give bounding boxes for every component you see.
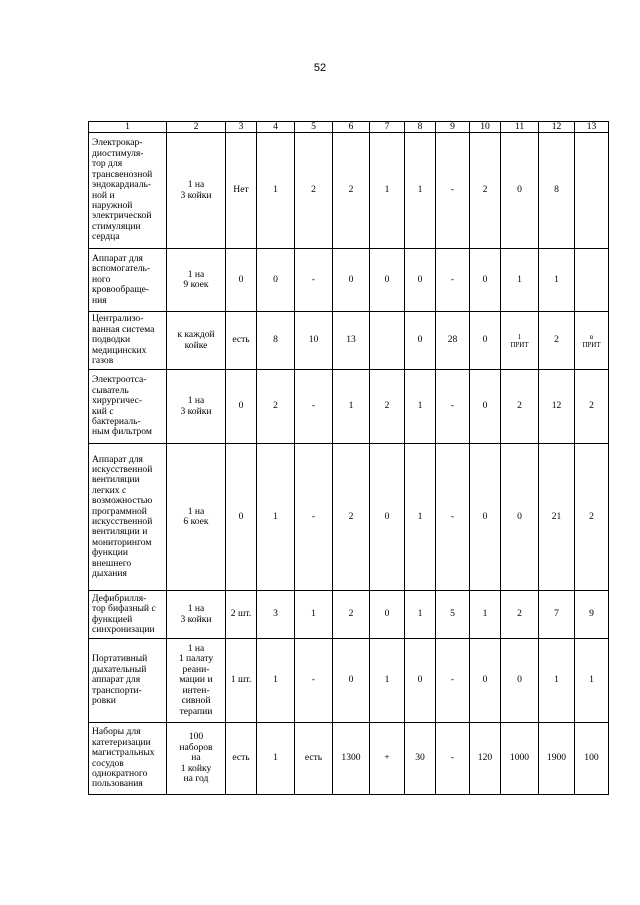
table-cell: есть [295, 723, 333, 795]
table-cell: 1 [370, 133, 405, 249]
table-cell: 2 [295, 133, 333, 249]
table-cell: - [295, 639, 333, 723]
table-cell: 1300 [333, 723, 370, 795]
header-cell: 7 [370, 122, 405, 133]
table-row [89, 591, 609, 639]
table-cell: 2 шт. [226, 591, 257, 639]
table-cell: 1000 [501, 723, 539, 795]
table-cell: 1 [295, 591, 333, 639]
header-cell: 4 [257, 122, 295, 133]
table-cell: 3 [257, 591, 295, 639]
table-cell: 1 ПРИТ [501, 312, 539, 370]
table-cell: 2 [257, 370, 295, 444]
table-cell: 0 [257, 249, 295, 312]
equipment-name: Электрокар- диостимуля- тор для трансвенозной эндокардиаль- ной и наружной электрической стимуляции сердца [89, 133, 167, 249]
table-row [89, 723, 609, 795]
table-cell: 1 [333, 370, 370, 444]
table-row [89, 312, 609, 370]
table-cell: 1 шт. [226, 639, 257, 723]
table-cell: 9 [575, 591, 609, 639]
table-cell: 1 [257, 444, 295, 591]
table-cell: 1900 [539, 723, 575, 795]
equipment-name: Электроотса- сыватель хирургичес- кий с бактериаль- ным фильтром [89, 370, 167, 444]
table-cell: 0 [370, 249, 405, 312]
table-row [89, 249, 609, 312]
header-row [89, 122, 609, 133]
table-cell: 2 [333, 444, 370, 591]
table-cell: - [436, 249, 470, 312]
table-cell: - [295, 444, 333, 591]
table-cell: 8 [257, 312, 295, 370]
equipment-name: Дефибрилля- тор бифазный с функцией синхронизации [89, 591, 167, 639]
table-row [89, 133, 609, 249]
table-cell: 0 [470, 444, 501, 591]
table-cell: Нет [226, 133, 257, 249]
table-cell: 28 [436, 312, 470, 370]
page-number: 52 [313, 62, 327, 74]
equipment-name: Аппарат для вспомогатель- ного кровообраще- ния [89, 249, 167, 312]
table-cell: 1 [575, 639, 609, 723]
table-cell: 2 [333, 133, 370, 249]
table-cell: 120 [470, 723, 501, 795]
table-cell: - [295, 370, 333, 444]
table-row [89, 370, 609, 444]
header-cell: 3 [226, 122, 257, 133]
table-cell: 2 [575, 444, 609, 591]
table-cell [370, 312, 405, 370]
table-cell: 1 [405, 370, 436, 444]
table-cell: 30 [405, 723, 436, 795]
table-cell: 0 [405, 312, 436, 370]
table-cell: 100 наборов на 1 койку на год [167, 723, 226, 795]
table-cell: 0 [501, 639, 539, 723]
header-cell: 10 [470, 122, 501, 133]
equipment-name: Аппарат для искусственной вентиляции легких с возможностью программной искусственной вентиляции и мониторингом функции внешнего дыхания [89, 444, 167, 591]
table-cell: 2 [501, 591, 539, 639]
table-cell: - [436, 639, 470, 723]
table-cell: 0 [370, 591, 405, 639]
table-cell: 1 на 3 койки [167, 133, 226, 249]
table-cell: 13 [333, 312, 370, 370]
table-cell: 2 [539, 312, 575, 370]
table-row [89, 444, 609, 591]
table-cell: в ПРИТ [575, 312, 609, 370]
table-cell: 0 [333, 249, 370, 312]
header-cell: 5 [295, 122, 333, 133]
table-cell: 12 [539, 370, 575, 444]
table-cell [575, 249, 609, 312]
equipment-table [88, 121, 609, 795]
header-cell: 13 [575, 122, 609, 133]
table-cell: 8 [539, 133, 575, 249]
table-cell: 1 [405, 444, 436, 591]
table-cell: к каждой койке [167, 312, 226, 370]
table-cell: 1 [501, 249, 539, 312]
table-cell: 0 [470, 312, 501, 370]
header-cell: 6 [333, 122, 370, 133]
table-cell: 1 на 6 коек [167, 444, 226, 591]
table-cell: 0 [226, 444, 257, 591]
table-cell: 1 [257, 133, 295, 249]
equipment-name: Портативный дыхательный аппарат для транспорти- ровки [89, 639, 167, 723]
table-cell: 1 на 1 палату реани- мации и интен- сивной терапии [167, 639, 226, 723]
header-cell: 1 [89, 122, 167, 133]
table-cell: 1 на 3 койки [167, 591, 226, 639]
table-cell: 2 [575, 370, 609, 444]
table-cell: 2 [470, 133, 501, 249]
header-cell: 12 [539, 122, 575, 133]
header-cell: 8 [405, 122, 436, 133]
table-cell: 1 [539, 249, 575, 312]
table-cell: - [436, 370, 470, 444]
header-cell: 2 [167, 122, 226, 133]
table-cell: 1 [257, 639, 295, 723]
table-cell: + [370, 723, 405, 795]
table-cell: 0 [405, 249, 436, 312]
equipment-name: Централизо- ванная система подводки медицинских газов [89, 312, 167, 370]
table-cell: 2 [333, 591, 370, 639]
equipment-name: Наборы для катетеризации магистральных сосудов однократного пользования [89, 723, 167, 795]
table-cell: 100 [575, 723, 609, 795]
table-cell: 2 [501, 370, 539, 444]
table-cell: 0 [333, 639, 370, 723]
table-cell [575, 133, 609, 249]
table-cell: 21 [539, 444, 575, 591]
table-cell: 0 [470, 249, 501, 312]
table-cell: 5 [436, 591, 470, 639]
table-cell: 2 [370, 370, 405, 444]
table-cell: 7 [539, 591, 575, 639]
table-cell: - [436, 723, 470, 795]
table-cell: есть [226, 723, 257, 795]
table-cell: есть [226, 312, 257, 370]
table-cell: 1 [370, 639, 405, 723]
table-row [89, 639, 609, 723]
table-cell: - [295, 249, 333, 312]
table-cell: 0 [226, 249, 257, 312]
table-cell: 1 [470, 591, 501, 639]
table-cell: 10 [295, 312, 333, 370]
table-cell: 0 [470, 639, 501, 723]
table-cell: 1 [405, 133, 436, 249]
table-cell: 0 [470, 370, 501, 444]
header-cell: 11 [501, 122, 539, 133]
table-cell: 1 на 9 коек [167, 249, 226, 312]
table-cell: 1 [257, 723, 295, 795]
table-cell: - [436, 444, 470, 591]
table-cell: 0 [226, 370, 257, 444]
table-cell: 0 [501, 444, 539, 591]
table-cell: 0 [370, 444, 405, 591]
table-cell: - [436, 133, 470, 249]
table-cell: 1 на 3 койки [167, 370, 226, 444]
table-cell: 1 [539, 639, 575, 723]
table-cell: 0 [405, 639, 436, 723]
header-cell: 9 [436, 122, 470, 133]
table-cell: 1 [405, 591, 436, 639]
table-cell: 0 [501, 133, 539, 249]
